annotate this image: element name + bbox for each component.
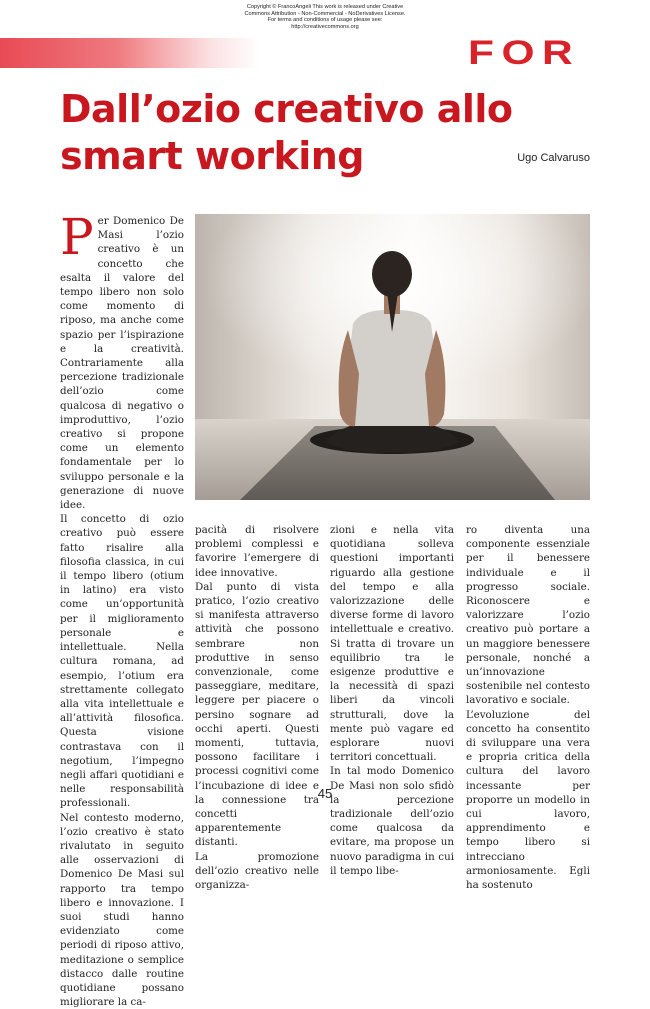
paragraph: zioni e nella vita quotidiana solleva questioni importanti riguardo alla gestione del tempo e alla valorizzazione delle diverse forme di lavoro intellettuale e creativo. Si tratta di trovare un equilibrio tra le esigenze produttive e la necessità di spazi liberi da vincoli strutturali, dove la mente può vagare ed esplorare nuovi territori concettuali. xyxy=(330,524,454,764)
paragraph: pacità di risolvere problemi complessi e favorire l’emergere di idee innovative. xyxy=(195,524,319,579)
page-number: 45 xyxy=(317,786,333,801)
copyright-line: Copyright © FrancoAngeli This work is released under Creative xyxy=(246,4,404,10)
paragraph: Nel contesto moderno, l’ozio creativo è stato rivalutato in seguito alle osservazioni di Domenico De Masi sul rapporto tra tempo libero e innovazione. I suoi studi hanno evidenziato come periodi di riposo attivo, meditazione o semplice distacco dalle routine quotidiane possano migliorare la ca- xyxy=(60,811,184,1009)
text-column-3 xyxy=(330,523,454,878)
header-gradient-bar xyxy=(0,38,260,68)
paragraph-text: er Domenico De Masi l’ozio creativo è un concetto che esalta il valore del tempo libero non solo come momento di riposo, ma anche come spazio per l’ispirazione e la creatività. Contrariamente alla percezione tradizionale dell’ozio come qualcosa di negativo o improduttivo, l’ozio creativo si propone come un elemento fondamentale per lo sviluppo personale e la generazione di nuove idee. xyxy=(60,215,184,512)
text-column-1 xyxy=(60,208,184,1009)
paragraph: In tal modo Domenico De Masi non solo sfidò la percezione tradizionale dell’ozio come qualcosa da evitare, ma propose un nuovo paradigma in cui il tempo libe- xyxy=(330,765,454,877)
copyright-notice xyxy=(215,4,435,30)
text-column-2 xyxy=(195,523,319,892)
article-title: Dall’ozio creativo allo smart working xyxy=(60,87,513,178)
drop-cap: P xyxy=(60,208,94,266)
paragraph: Dal punto di vista pratico, l’ozio creativo si manifesta attraverso attività che possono sembrare non produttive in senso convenzionale, come passeggiare, meditare, leggere per piacere o persino sognare ad occhi aperti. Questi momenti, tuttavia, possono facilitare i processi cognitivi come l’incubazione di idee e la connessione tra concetti apparentemente distanti. xyxy=(195,580,319,849)
copyright-line: For terms and conditions of usage please see: xyxy=(267,17,383,24)
text-column-4 xyxy=(466,523,590,892)
meditation-photo-illustration xyxy=(195,214,590,500)
paragraph: ro diventa una componente essenziale per il benessere individuale e il progresso sociale. Riconoscere e valorizzare l’ozio creativo può portare a un maggiore benessere personale, nonché a un’innovazione sostenibile nel contesto lavorativo e sociale. xyxy=(466,524,590,707)
article-photo xyxy=(195,214,590,500)
article-author: Ugo Calvaruso xyxy=(517,152,590,164)
copyright-line: http://creativecommons.org xyxy=(291,23,359,30)
copyright-line: Commons Attribution - Non-Commercial - NoDerivatives License. xyxy=(244,10,406,17)
paragraph: La promozione dell’ozio creativo nelle organizza- xyxy=(195,850,319,892)
paragraph: Il concetto di ozio creativo può essere fatto risalire alla filosofia classica, in cui il tempo libero (otium in latino) era visto come un’opportunità per il miglioramento personale e intellettuale. Nella cultura romana, ad esempio, l’otium era strettamente collegato alla vita intellettuale e all’attività filosofica. Questa visione contrastava con il negotium, l’impegno negli affari quotidiani e nelle responsabilità professionali. xyxy=(60,513,184,810)
paragraph xyxy=(60,208,184,512)
paragraph: L’evoluzione del concetto ha consentito di sviluppare una vera e propria critica della cultura del lavoro incessante per proporre un modello in cui lavoro, apprendimento e tempo libero si intrecciano armoniosamente. Egli ha sostenuto xyxy=(466,708,590,892)
section-label: FOR xyxy=(468,34,581,72)
